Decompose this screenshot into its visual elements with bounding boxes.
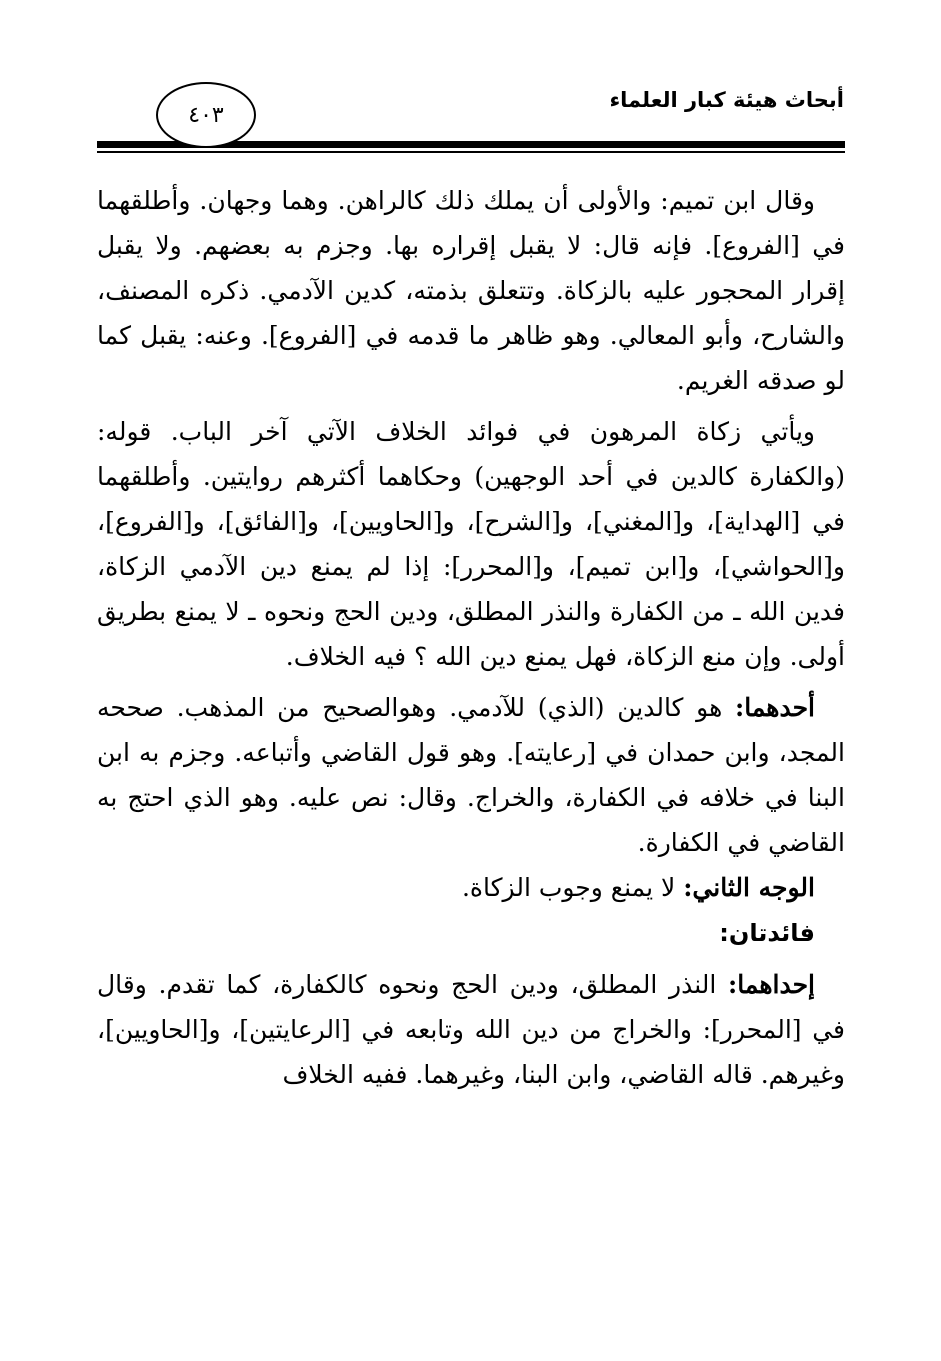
paragraph-4-text: لا يمنع وجوب الزكاة. [461, 873, 676, 902]
paragraph-2: ويأتي زكاة المرهون في فوائد الخلاف الآتي آخر الباب. قوله: (والكفارة كالدين في أحد الوجهين) وحكاهما أكثرهم روايتين. وأطلقهما في [الهداية]، و[المغني]، و[الشرح]، و[الحاويين]، و[الفائق]، و[الفروع]، و[الحواشي]، و[ابن تميم]، و[المحرر]: إذا لم يمنع دين الآدمي الزكاة، فدين الله ـ من الكفارة والنذر المطلق، ودين الحج ونحوه ـ لا يمنع بطريق أولى. وإن منع الزكاة، فهل يمنع دين الله ؟ فيه الخلاف. [97, 417, 845, 671]
book-title: أبحاث هيئة كبار العلماء [609, 88, 844, 112]
page-number-oval [156, 82, 256, 148]
header-rule-thin [97, 151, 845, 153]
paragraph-5-label: إحداهما: [728, 970, 815, 999]
paragraph-4-label: الوجه الثاني: [683, 873, 815, 902]
page-number: ٤٠٣ [188, 102, 224, 128]
paragraph-3 [97, 685, 845, 865]
body-text [97, 178, 845, 1097]
fawaid-heading: فائدتان: [719, 919, 815, 947]
paragraph-3-label: أحدهما: [734, 693, 815, 722]
paragraph-1: وقال ابن تميم: والأولى أن يملك ذلك كالراهن. وهما وجهان. وأطلقهما في [الفروع]. فإنه قال: لا يقبل إقراره بها. وجزم به بعضهم. ولا يقبل إقرار المحجور عليه بالزكاة. وتتعلق بذمته، كدين الآدمي. ذكره المصنف، والشارح، وأبو المعالي. وهو ظاهر ما قدمه في [الفروع]. وعنه: يقبل كما لو صدقه الغريم. [97, 186, 845, 395]
paragraph-5 [97, 962, 845, 1097]
paragraph-3-text: هو كالدين (الذي) للآدمي. وهوالصحيح من المذهب. صححه المجد، وابن حمدان في [رعايته]. وهو قول القاضي وأتباعه. وجزم به ابن البنا في خلافه في الكفارة، والخراج. وقال: نص عليه. وهو الذي احتج به القاضي في الكفارة. [97, 693, 845, 857]
section-heading [97, 910, 845, 956]
paragraph-5-text: النذر المطلق، ودين الحج ونحوه كالكفارة، كما تقدم. وقال في [المحرر]: والخراج من دين الله وتابعه في [الرعايتين]، و[الحاويين]، وغيرهم. قاله القاضي، وابن البنا، وغيرهما. ففيه الخلاف [97, 970, 845, 1089]
paragraph-4 [97, 865, 845, 910]
